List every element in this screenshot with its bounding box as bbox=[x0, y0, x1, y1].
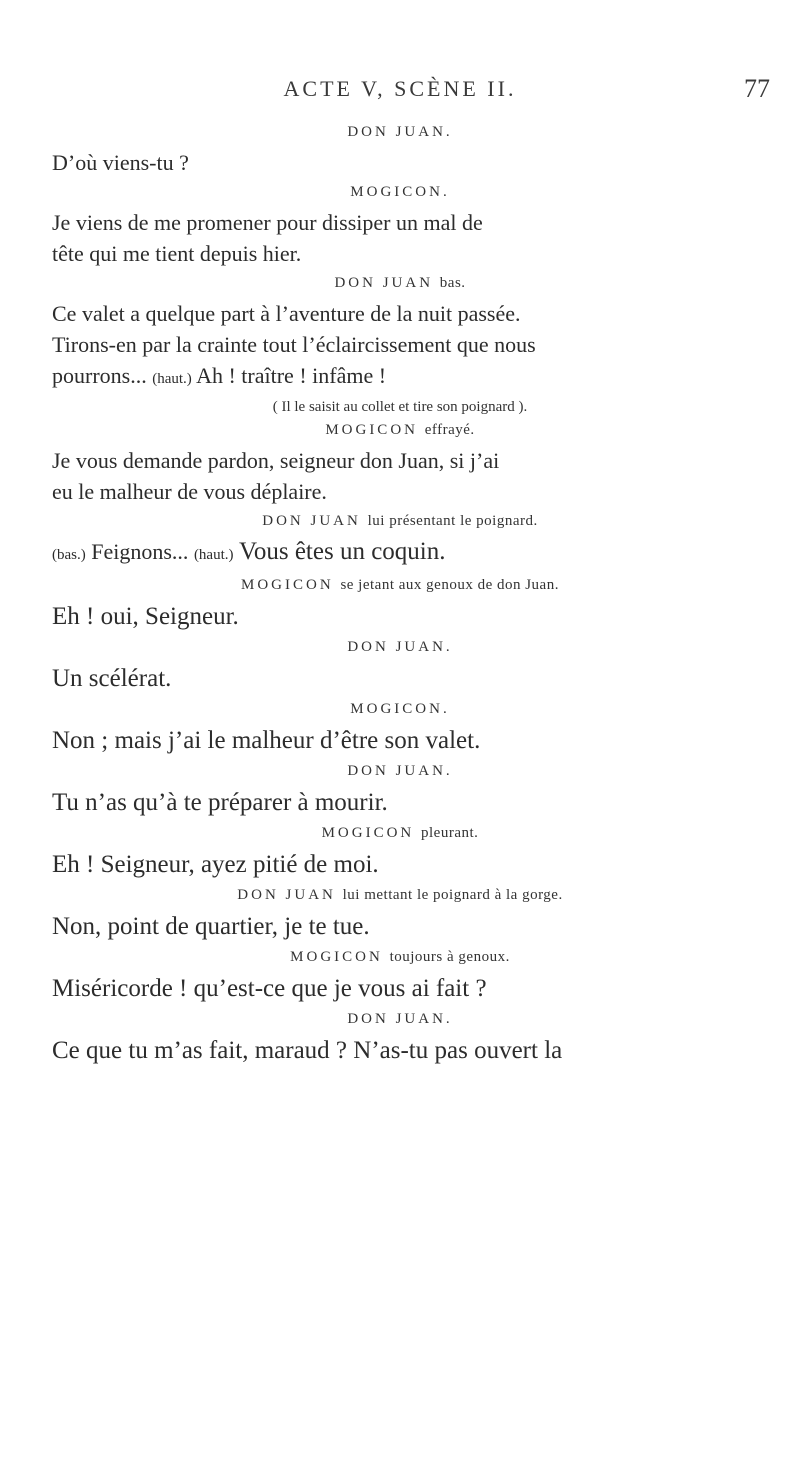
dialogue-fragment: Feignons... bbox=[91, 539, 189, 564]
stage-direction: ( Il le saisit au collet et tire son poignard ). bbox=[272, 399, 528, 415]
inline-stage-direction: (bas.) bbox=[52, 547, 86, 563]
speaker-name bbox=[0, 949, 800, 966]
speaker-label: MOGICON. bbox=[350, 701, 450, 717]
stage-direction: se jetant aux genoux de don Juan. bbox=[340, 577, 559, 593]
dialogue-line: Eh ! oui, Seigneur. bbox=[52, 603, 239, 630]
speaker-name bbox=[0, 577, 800, 594]
dialogue-line: Non, point de quartier, je te tue. bbox=[52, 913, 370, 940]
play-text bbox=[0, 118, 800, 1067]
dialogue-line: D’où viens-tu ? bbox=[52, 150, 189, 175]
inline-stage-direction: (haut.) bbox=[152, 371, 192, 387]
stage-direction: lui présentant le poignard. bbox=[367, 513, 538, 529]
dialogue-line bbox=[0, 360, 800, 395]
dialogue-line: Un scélérat. bbox=[52, 665, 172, 692]
stage-direction: effrayé. bbox=[424, 422, 475, 438]
dialogue-line: Tu n’as qu’à te préparer à mourir. bbox=[52, 789, 388, 816]
speaker-label: DON JUAN bbox=[237, 887, 336, 903]
dialogue-line: Tirons-en par la crainte tout l’éclaircissement que nous bbox=[52, 332, 536, 357]
speaker-name bbox=[0, 887, 800, 904]
dialogue-line: Non ; mais j’ai le malheur d’être son valet. bbox=[52, 727, 481, 754]
speaker-label: MOGICON bbox=[321, 825, 415, 841]
speaker-name bbox=[0, 422, 800, 439]
stage-direction: toujours à genoux. bbox=[389, 949, 510, 965]
speaker-name bbox=[0, 513, 800, 530]
speaker-label: DON JUAN bbox=[262, 513, 361, 529]
stage-direction: lui mettant le poignard à la gorge. bbox=[342, 887, 563, 903]
dialogue-line: Ce valet a quelque part à l’aventure de la nuit passée. bbox=[52, 301, 521, 326]
speaker-label: MOGICON bbox=[290, 949, 383, 965]
speaker-label: DON JUAN. bbox=[347, 1011, 453, 1027]
stage-direction: pleurant. bbox=[421, 825, 479, 841]
dialogue-line: Ce que tu m’as fait, maraud ? N’as-tu pas ouvert la bbox=[52, 1037, 563, 1064]
speaker-label: MOGICON bbox=[241, 577, 334, 593]
running-head bbox=[0, 72, 800, 108]
speaker-label: MOGICON. bbox=[350, 184, 450, 200]
dialogue-line: Je viens de me promener pour dissiper un mal de bbox=[52, 210, 483, 235]
speaker-name bbox=[0, 701, 800, 718]
speaker-name bbox=[0, 639, 800, 656]
speaker-label: MOGICON bbox=[325, 422, 418, 438]
speaker-name bbox=[0, 184, 800, 201]
speaker-name bbox=[0, 825, 800, 842]
speaker-name bbox=[0, 275, 800, 292]
stage-direction: bas. bbox=[439, 275, 466, 291]
speaker-name bbox=[0, 763, 800, 780]
speaker-label: DON JUAN. bbox=[347, 639, 453, 655]
dialogue-line: Eh ! Seigneur, ayez pitié de moi. bbox=[52, 851, 379, 878]
dialogue-fragment: pourrons... bbox=[52, 363, 147, 388]
running-title: ACTE V, SCÈNE II. bbox=[283, 76, 517, 101]
dialogue-line: tête qui me tient depuis hier. bbox=[52, 241, 302, 266]
dialogue-line: Je vous demande pardon, seigneur don Juan, si j’ai bbox=[52, 448, 500, 473]
speaker-label: DON JUAN. bbox=[347, 124, 453, 140]
dialogue-line: Miséricorde ! qu’est-ce que je vous ai fait ? bbox=[52, 975, 487, 1002]
speaker-label: DON JUAN bbox=[334, 275, 434, 291]
dialogue-line: eu le malheur de vous déplaire. bbox=[52, 479, 327, 504]
speaker-label: DON JUAN. bbox=[347, 763, 453, 779]
dialogue-fragment: Ah ! traître ! infâme ! bbox=[196, 363, 387, 388]
dialogue-fragment: Vous êtes un coquin. bbox=[239, 538, 446, 565]
dialogue-line bbox=[0, 536, 800, 571]
page-number: 77 bbox=[744, 74, 770, 103]
speaker-name bbox=[0, 1011, 800, 1028]
inline-stage-direction: (haut.) bbox=[193, 547, 234, 563]
speaker-name bbox=[0, 124, 800, 141]
